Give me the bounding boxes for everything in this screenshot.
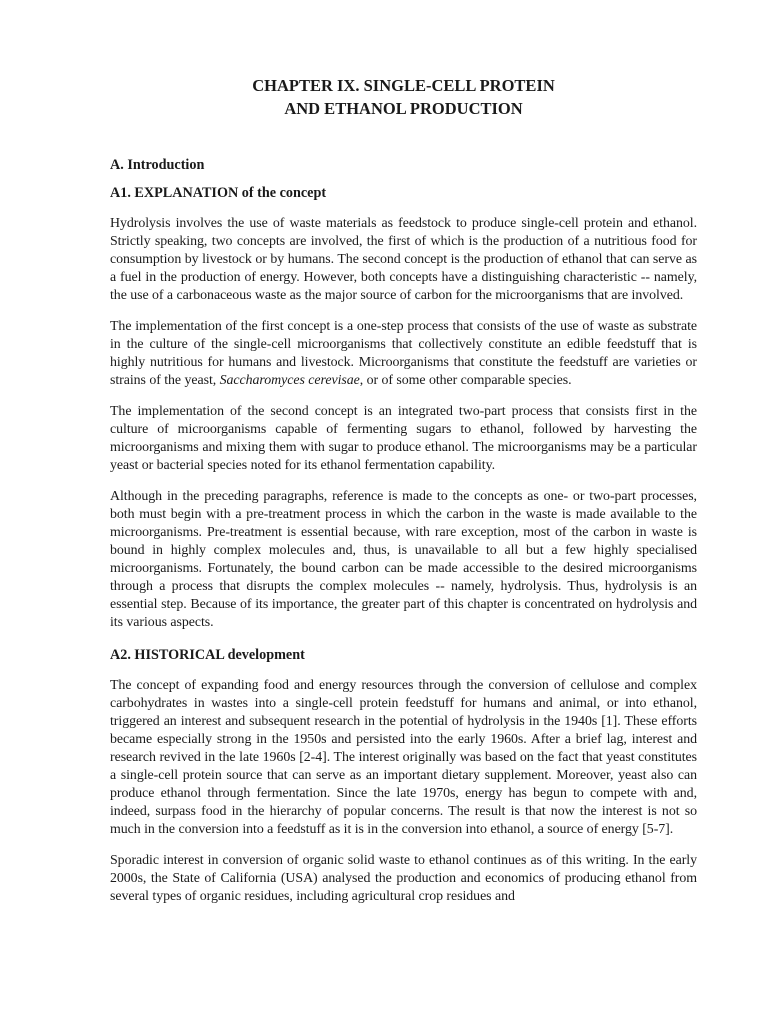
chapter-title-line-1: CHAPTER IX. SINGLE-CELL PROTEIN bbox=[252, 76, 555, 95]
paragraph-1: Hydrolysis involves the use of waste materials as feedstock to produce single-cell protein and ethanol. Strictly speaking, two concepts are involved, the first of which is the production of a nutritious food for consumption by livestock or by humans. The second concept is the production of ethanol that can serve as a fuel in the production of energy. However, both concepts have a distinguishing characteristic -- namely, the use of a carbonaceous waste as the major source of carbon for the microorganisms that are involved. bbox=[110, 216, 697, 303]
chapter-title-line-2: AND ETHANOL PRODUCTION bbox=[284, 99, 523, 118]
paragraph-2-text-b: , or of some other comparable species. bbox=[359, 373, 572, 388]
paragraph-3: The implementation of the second concept is an integrated two-part process that consists first in the culture of microorganisms capable of fermenting sugars to ethanol, followed by harvesting the microorganisms and mixing them with sugar to produce ethanol. The microorganisms may be a particular yeast or bacterial species noted for its ethanol fermentation capability. bbox=[110, 404, 697, 473]
species-name: Saccharomyces cerevisae bbox=[219, 373, 360, 388]
chapter-title bbox=[110, 74, 697, 120]
subsection-heading-historical: A2. HISTORICAL development bbox=[110, 647, 305, 663]
paragraph-2 bbox=[110, 318, 697, 390]
paragraph-5: The concept of expanding food and energy resources through the conversion of cellulose and complex carbohydrates in wastes into a single-cell protein feedstuff for humans and animal, or into ethanol, triggered an interest and subsequent research in the potential of hydrolysis in the 1940s [1]. These efforts became especially strong in the 1950s and persisted into the early 1960s. After a brief lag, interest and research revived in the late 1960s [2-4]. The interest originally was based on the fact that yeast constitutes a single-cell protein source that can serve as an important dietary supplement. Moreover, yeast also can produce ethanol through fermentation. Since the late 1970s, energy has begun to compete with and, indeed, surpass food in the hierarchy of popular concerns. The result is that now the interest is not so much in the conversion into a feedstuff as it is in the conversion into ethanol, a source of energy [5-7]. bbox=[110, 678, 697, 837]
paragraph-4: Although in the preceding paragraphs, reference is made to the concepts as one- or two-part processes, both must begin with a pre-treatment process in which the carbon in the waste is made available to the microorganisms. Pre-treatment is essential because, with rare exception, most of the carbon in waste is bound in highly complex molecules and, thus, is unavailable to all but a few highly specialised microorganisms. Fortunately, the bound carbon can be made accessible to the desired microorganisms through a process that disrupts the complex molecules -- namely, hydrolysis. Thus, hydrolysis is an essential step. Because of its importance, the greater part of this chapter is concentrated on hydrolysis and its various aspects. bbox=[110, 489, 697, 630]
document-page bbox=[110, 70, 697, 906]
subsection-heading-explanation: A1. EXPLANATION of the concept bbox=[110, 185, 327, 201]
section-heading-introduction: A. Introduction bbox=[110, 157, 205, 173]
paragraph-6: Sporadic interest in conversion of organic solid waste to ethanol continues as of this writing. In the early 2000s, the State of California (USA) analysed the production and economics of producing ethanol from several types of organic residues, including agricultural crop residues and bbox=[110, 853, 697, 904]
paragraph-2-text-a: The implementation of the first concept is a one-step process that consists of the use of waste as substrate in the culture of the single-cell microorganisms that collectively constitute an edible feedstuff that is highly nutritious for humans and livestock. Microorganisms that constitute the feedstuff are varieties or strains of the yeast, bbox=[110, 319, 697, 388]
